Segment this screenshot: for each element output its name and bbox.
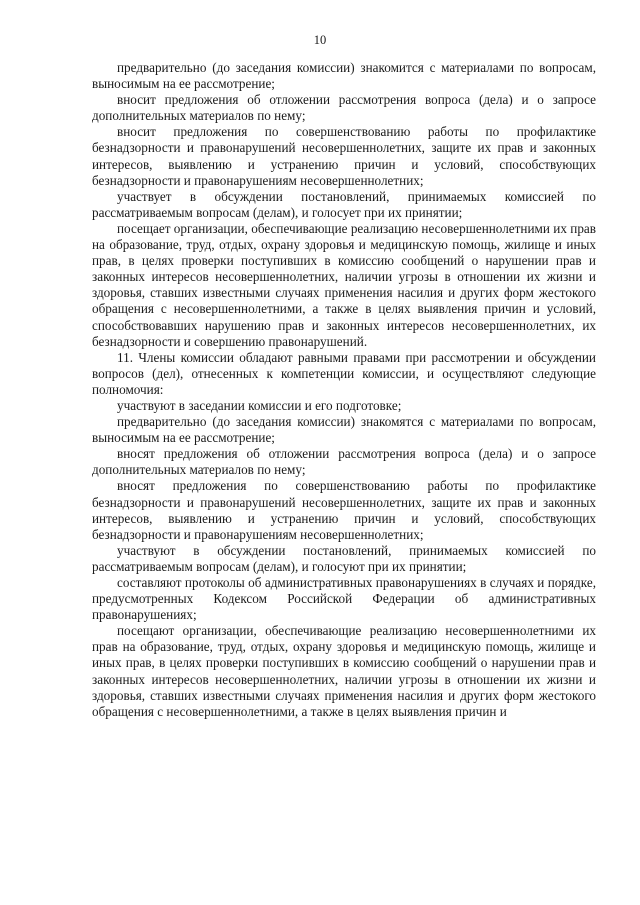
paragraph-members-materials: предварительно (до заседания комиссии) знакомятся с материалами по вопросам, выносимым на ее рассмотрение; (92, 414, 596, 446)
page-number: 10 (313, 33, 327, 47)
paragraph-chair-postpone: вносит предложения об отложении рассмотрения вопроса (дела) и о запросе дополнительных материалов по нему; (92, 92, 596, 124)
paragraph-members-postpone: вносят предложения об отложении рассмотрения вопроса (дела) и о запросе дополнительных материалов по нему; (92, 446, 596, 478)
paragraph-members-visit: посещают организации, обеспечивающие реализацию несовершеннолетними их прав на образование, труд, отдых, охрану здоровья и медицинскую помощь, жилище и иных прав, в целях проверки поступивших в комиссию сообщений о нарушении прав и законных интересов несовершеннолетних, наличии угрозы в отношении их жизни и здоровья, ставших известными случаях применения насилия и других форм жестокого обращения с несовершеннолетними, а также в целях выявления причин и (92, 623, 596, 719)
paragraph-chair-vote: участвует в обсуждении постановлений, принимаемых комиссией по рассматриваемым вопросам (делам), и голосует при их принятии; (92, 188, 596, 220)
paragraph-members-protocols: составляют протоколы об административных правонарушениях в случаях и порядке, предусмотренных Кодексом Российской Федерации об административных правонарушениях; (92, 575, 596, 623)
paragraph-section-11: 11. Члены комиссии обладают равными правами при рассмотрении и обсуждении вопросов (дел), отнесенных к компетенции комиссии, и осуществляют следующие полномочия: (92, 349, 596, 397)
paragraph-members-participate: участвуют в заседании комиссии и его подготовке; (117, 397, 402, 413)
paragraph-chair-visit: посещает организации, обеспечивающие реализацию несовершеннолетними их прав на образование, труд, отдых, охрану здоровья и медицинскую помощь, жилище и иных прав, в целях проверки поступивших в комиссию сообщений о нарушении прав и законных интересов несовершеннолетних, наличии угрозы в отношении их жизни и здоровья, ставших известными случаях применения насилия и других форм жестокого обращения с несовершеннолетними, а также в целях выявления причин и условий, способствовавших нарушению прав и законных интересов несовершеннолетних, их безнадзорности и совершению правонарушений. (92, 220, 596, 349)
paragraph-chair-materials: предварительно (до заседания комиссии) знакомится с материалами по вопросам, выносимым на ее рассмотрение; (92, 60, 596, 92)
document-body (92, 60, 596, 720)
paragraph-members-improve: вносят предложения по совершенствованию работы по профилактике безнадзорности и правонарушений несовершеннолетних, защите их прав и законных интересов, выявлению и устранению причин и условий, способствующих безнадзорности и правонарушениям несовершеннолетних; (92, 478, 596, 542)
paragraph-members-vote: участвуют в обсуждении постановлений, принимаемых комиссией по рассматриваемым вопросам (делам), и голосуют при их принятии; (92, 542, 596, 574)
paragraph-chair-improve: вносит предложения по совершенствованию работы по профилактике безнадзорности и правонарушений несовершеннолетних, защите их прав и законных интересов, выявлению и устранению причин и условий, способствующих безнадзорности и правонарушениям несовершеннолетних; (92, 124, 596, 188)
